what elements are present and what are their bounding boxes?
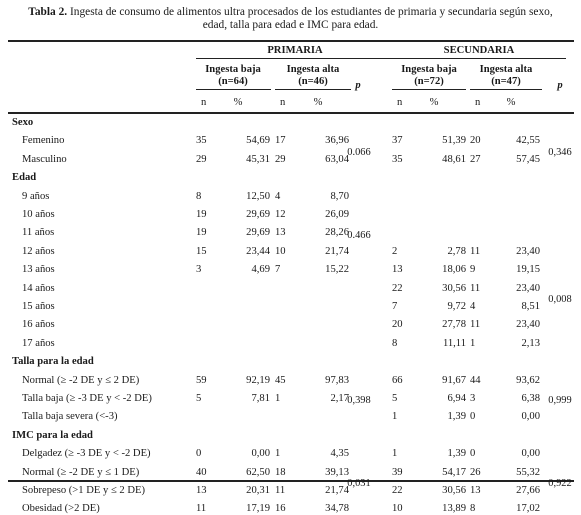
cell-n: 8	[392, 337, 398, 349]
cell-n: 29	[275, 153, 286, 165]
cell-n: 4	[275, 190, 281, 202]
cell-n: 8	[470, 503, 476, 515]
cell-pct: 0,00	[521, 411, 540, 423]
cell-n: 15	[196, 245, 207, 257]
cell-pct: 11,11	[442, 337, 466, 349]
rule-prim-alta	[275, 89, 351, 90]
row-label: 9 años	[22, 190, 50, 202]
cell-n: 7	[275, 264, 281, 276]
cell-n: 0	[470, 411, 476, 423]
cell-n: 5	[196, 393, 202, 404]
row-label: Femenino	[22, 135, 65, 147]
cell-pct: 42,55	[516, 135, 540, 147]
table-caption	[0, 6, 581, 32]
col-header-n: n	[397, 97, 403, 108]
subheader-name: Ingesta baja	[205, 64, 261, 75]
cell-pct: 13,89	[442, 503, 466, 515]
row-label: 14 años	[22, 282, 55, 294]
cell-n: 11	[196, 503, 207, 515]
cell-n: 22	[392, 282, 403, 294]
cell-pct: 57,45	[516, 153, 540, 165]
cell-pct: 8,51	[521, 301, 540, 312]
cell-pct: 19,15	[516, 264, 540, 276]
cell-n: 0	[470, 448, 476, 460]
subheader-n: (n=64)	[218, 76, 248, 87]
row-label: 10 años	[22, 209, 55, 220]
row-label: 11 años	[22, 227, 55, 239]
p-value-secundaria: 0,922	[548, 478, 572, 489]
cell-n: 19	[196, 227, 207, 239]
cell-n: 39	[392, 466, 403, 478]
row-label: Talla baja (≥ -3 DE y < -2 DE)	[22, 393, 152, 404]
cell-pct: 23,40	[516, 282, 540, 294]
cell-pct: 29,69	[246, 227, 270, 239]
p-value-secundaria: 0,346	[548, 146, 572, 158]
cell-pct: 7,81	[251, 393, 270, 404]
cell-n: 0	[196, 448, 202, 460]
cell-pct: 29,69	[246, 209, 270, 220]
cell-n: 9	[470, 264, 476, 276]
header-primaria: PRIMARIA	[267, 45, 323, 56]
cell-pct: 21,74	[325, 245, 349, 257]
cell-n: 8	[196, 190, 202, 202]
cell-pct: 34,78	[325, 503, 349, 515]
cell-n: 13	[196, 485, 207, 496]
col-header-pct: %	[506, 97, 516, 108]
cell-pct: 54,17	[442, 466, 466, 478]
section-title: IMC para la edad	[12, 429, 93, 441]
cell-n: 13	[392, 264, 403, 276]
cell-pct: 23,44	[246, 245, 270, 257]
rule-header-bottom	[8, 112, 574, 114]
cell-pct: 26,09	[325, 209, 349, 220]
col-header-pct: %	[313, 97, 323, 108]
cell-n: 35	[392, 153, 403, 165]
rule-secundaria	[392, 58, 566, 59]
cell-pct: 62,50	[246, 466, 270, 478]
cell-n: 17	[275, 135, 286, 147]
cell-pct: 2,17	[330, 393, 349, 404]
cell-pct: 48,61	[442, 153, 466, 165]
col-header-pct: %	[233, 97, 243, 108]
rule-top	[8, 40, 574, 42]
section-title: Edad	[12, 172, 37, 184]
cell-n: 40	[196, 466, 207, 478]
p-value-primaria: 0,398	[347, 395, 371, 407]
p-value-secundaria: 0,008	[548, 294, 572, 305]
header-p-secundaria: p	[557, 80, 563, 91]
cell-pct: 4,35	[330, 448, 349, 460]
cell-pct: 39,13	[325, 466, 349, 478]
col-header-pct: %	[429, 97, 439, 108]
cell-pct: 4,69	[251, 264, 270, 276]
subheader-name: Ingesta baja	[401, 64, 457, 75]
cell-n: 44	[470, 374, 481, 386]
cell-pct: 30,56	[442, 282, 466, 294]
caption-line2: edad, talla para edad e IMC para edad.	[202, 19, 379, 31]
cell-pct: 45,31	[246, 153, 270, 165]
cell-n: 35	[196, 135, 207, 147]
cell-pct: 17,19	[246, 503, 270, 515]
rule-primaria	[196, 58, 394, 59]
header-secundaria: SECUNDARIA	[443, 45, 515, 56]
cell-pct: 51,39	[442, 135, 466, 147]
cell-pct: 2,13	[521, 337, 540, 349]
cell-pct: 12,50	[246, 190, 270, 202]
rule-prim-baja	[196, 89, 271, 90]
section-title: Talla para la edad	[12, 356, 94, 368]
cell-pct: 20,31	[246, 485, 270, 496]
rule-bottom	[8, 480, 574, 482]
subheader-name: Ingesta alta	[286, 64, 340, 75]
header-p-primaria: p	[355, 80, 361, 91]
cell-n: 19	[196, 209, 207, 220]
cell-n: 1	[392, 448, 398, 460]
cell-n: 29	[196, 153, 207, 165]
col-header-n: n	[280, 97, 286, 108]
cell-pct: 0,00	[251, 448, 270, 460]
p-value-primaria: 0,031	[347, 478, 371, 489]
cell-n: 3	[196, 264, 202, 276]
cell-n: 12	[275, 209, 286, 220]
col-header-n: n	[475, 97, 481, 108]
subheader-n: (n=47)	[491, 76, 521, 87]
cell-pct: 23,40	[516, 319, 540, 331]
cell-pct: 0,00	[521, 448, 540, 460]
cell-n: 11	[470, 282, 481, 294]
cell-pct: 27,78	[442, 319, 466, 331]
cell-n: 11	[470, 245, 481, 257]
row-label: Obesidad (>2 DE)	[22, 503, 100, 515]
caption-line1: Ingesta de consumo de alimentos ultra procesados de los estudiantes de primaria y secundaria según sexo,	[70, 6, 553, 18]
col-header-n: n	[201, 97, 207, 108]
cell-pct: 27,66	[516, 485, 540, 496]
p-value-primaria: 0.066	[347, 146, 371, 158]
cell-n: 66	[392, 374, 403, 386]
subheader-n: (n=46)	[298, 76, 328, 87]
row-label: 16 años	[22, 319, 55, 331]
subheader-n: (n=72)	[414, 76, 444, 87]
row-label: 17 años	[22, 337, 55, 349]
cell-pct: 18,06	[442, 264, 466, 276]
cell-n: 13	[275, 227, 286, 239]
row-label: Normal (≥ -2 DE y ≤ 2 DE)	[22, 374, 140, 386]
cell-n: 20	[470, 135, 481, 147]
cell-n: 3	[470, 393, 476, 404]
row-label: 12 años	[22, 245, 55, 257]
cell-n: 11	[275, 485, 286, 496]
cell-n: 11	[470, 319, 481, 331]
cell-pct: 91,67	[442, 374, 466, 386]
cell-n: 22	[392, 485, 403, 496]
cell-pct: 93,62	[516, 374, 540, 386]
cell-pct: 2,78	[447, 245, 466, 257]
cell-n: 10	[275, 245, 286, 257]
cell-pct: 6,94	[447, 393, 466, 404]
cell-pct: 36,96	[325, 135, 349, 147]
cell-pct: 21,74	[325, 485, 349, 496]
row-label: Sobrepeso (>1 DE y ≤ 2 DE)	[22, 485, 146, 496]
cell-pct: 9,72	[447, 301, 466, 312]
cell-pct: 23,40	[516, 245, 540, 257]
p-value-primaria: 0.466	[347, 229, 371, 241]
cell-n: 5	[392, 393, 398, 404]
cell-pct: 92,19	[246, 374, 270, 386]
section-title: Sexo	[12, 117, 34, 128]
cell-n: 1	[275, 393, 281, 404]
rule-sec-baja	[392, 89, 466, 90]
cell-pct: 17,02	[516, 503, 540, 515]
cell-pct: 1,39	[447, 411, 466, 423]
cell-n: 10	[392, 503, 403, 515]
cell-n: 45	[275, 374, 286, 386]
cell-n: 59	[196, 374, 207, 386]
cell-pct: 54,69	[246, 135, 270, 147]
cell-pct: 1,39	[447, 448, 466, 460]
cell-pct: 97,83	[325, 374, 349, 386]
cell-n: 18	[275, 466, 286, 478]
cell-n: 26	[470, 466, 481, 478]
cell-pct: 28,26	[325, 227, 349, 239]
cell-pct: 30,56	[442, 485, 466, 496]
row-label: Talla baja severa (<-3)	[22, 411, 118, 423]
cell-pct: 15,22	[325, 264, 349, 276]
row-label: Normal (≥ -2 DE y ≤ 1 DE)	[22, 466, 140, 478]
rule-sec-alta	[470, 89, 542, 90]
caption-label: Tabla 2.	[28, 6, 68, 18]
row-label: Delgadez (≥ -3 DE y < -2 DE)	[22, 448, 151, 460]
cell-pct: 55,32	[516, 466, 540, 478]
cell-n: 1	[470, 337, 476, 349]
row-label: 15 años	[22, 301, 55, 312]
cell-n: 16	[275, 503, 286, 515]
cell-n: 4	[470, 301, 476, 312]
cell-n: 27	[470, 153, 481, 165]
p-value-secundaria: 0,999	[548, 395, 572, 407]
row-label: Masculino	[22, 153, 67, 165]
cell-n: 13	[470, 485, 481, 496]
cell-n: 1	[392, 411, 398, 423]
subheader-name: Ingesta alta	[479, 64, 533, 75]
cell-n: 37	[392, 135, 403, 147]
cell-pct: 63,04	[325, 153, 349, 165]
row-label: 13 años	[22, 264, 55, 276]
cell-pct: 6,38	[521, 393, 540, 404]
cell-n: 2	[392, 245, 398, 257]
cell-n: 1	[275, 448, 281, 460]
cell-n: 7	[392, 301, 398, 312]
cell-pct: 8,70	[330, 190, 349, 202]
cell-n: 20	[392, 319, 403, 331]
